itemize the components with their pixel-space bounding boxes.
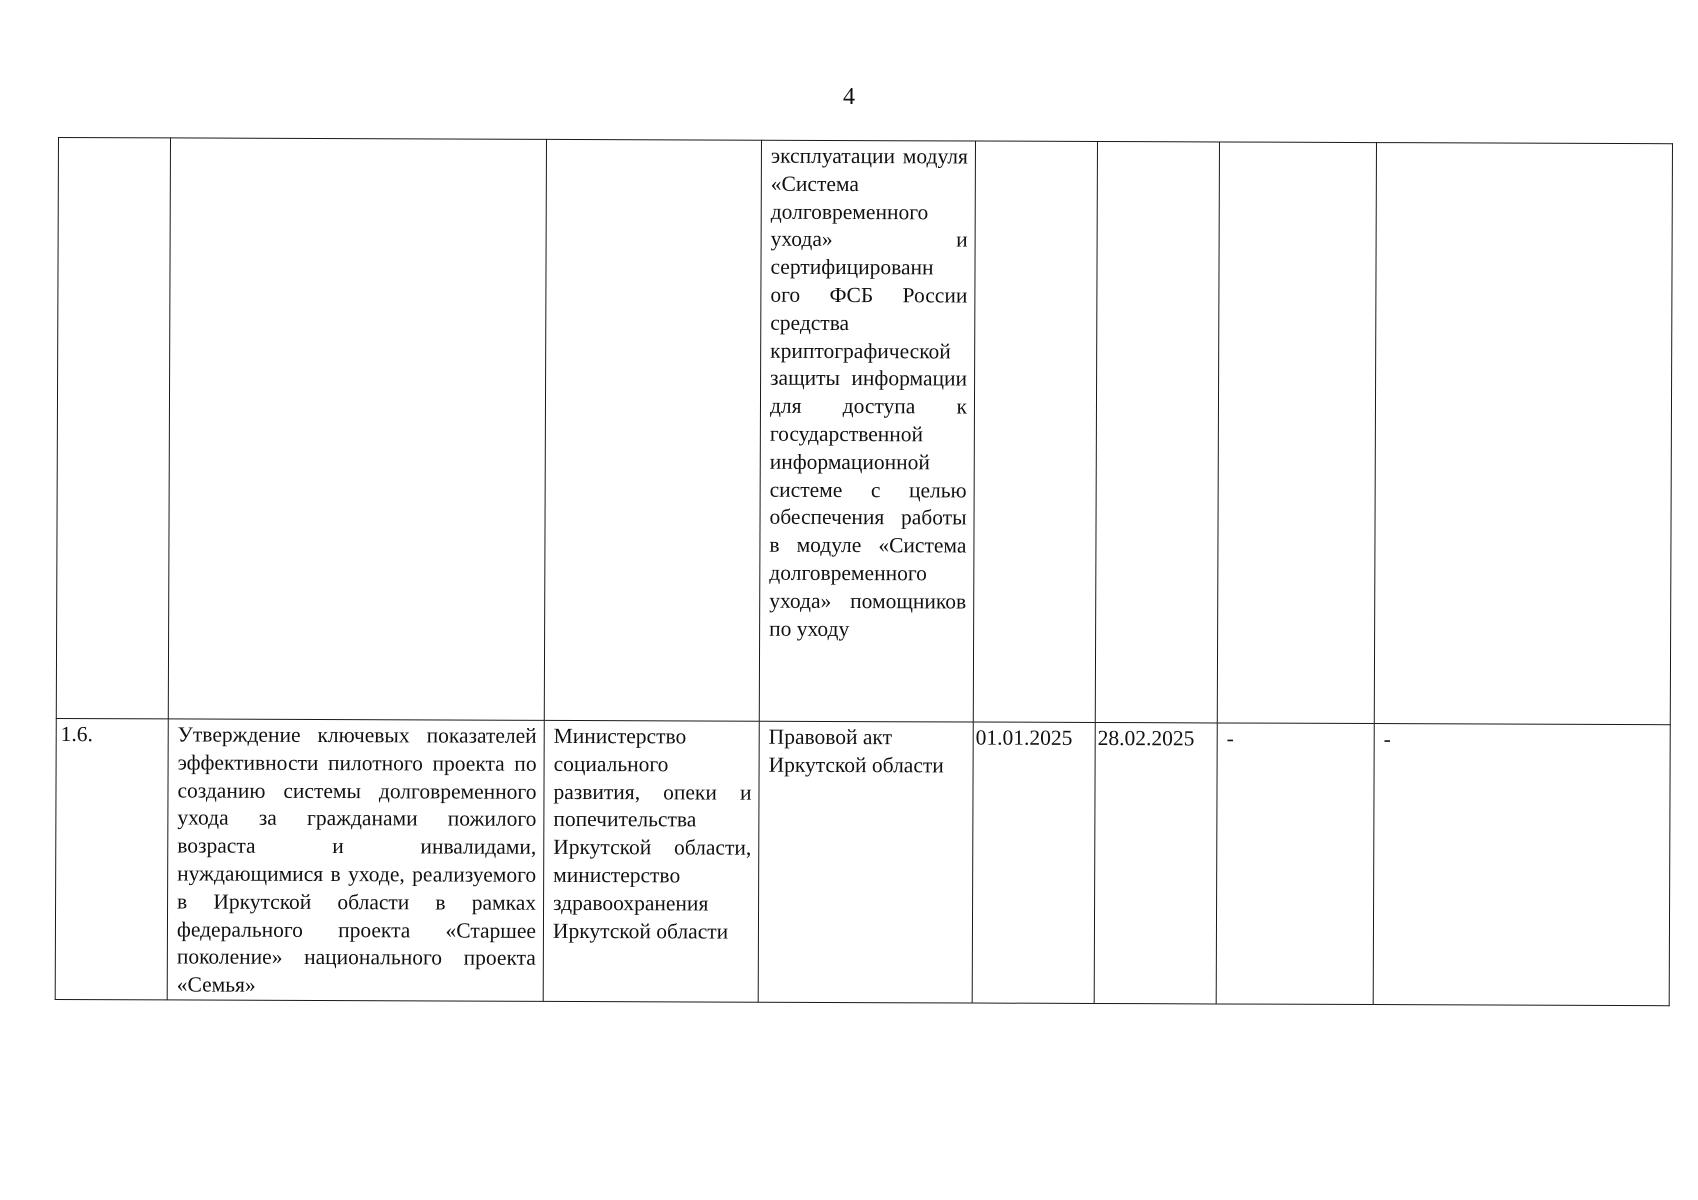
cell-col8-empty xyxy=(1217,142,1376,724)
cell-col9-empty xyxy=(1374,143,1672,725)
cell-col9: - xyxy=(1373,724,1670,1006)
cell-end-date-empty xyxy=(1095,141,1219,722)
cell-responsible-empty xyxy=(544,139,761,721)
cell-activity: Утверждение ключевых показателей эффективности пилотного проекта по созданию системы долговременного ухода за гражданами пожилого возраста и инвалидами, нуждающимися в уходе, реализуемого в Иркутской области в рамках федерального проекта «Старшее поколение» национального проекта «Семья» xyxy=(167,719,544,1001)
cell-start-date-empty xyxy=(973,141,1097,722)
plan-table xyxy=(55,137,1673,1006)
cell-result-continuation: эксплуатации модуля «Система долговременного ухода» и сертифицированн ого ФСБ России средства криптографической защиты информации для доступа к государственной информационной системе с целью обеспечения работы в модуле «Система долговременного ухода» помощников по уходу xyxy=(759,140,975,722)
cell-number-empty xyxy=(56,138,170,719)
cell-result: Правовой акт Иркутской области xyxy=(758,721,973,1003)
table-row-continuation xyxy=(56,138,1672,725)
cell-end-date: 28.02.2025 xyxy=(1094,722,1217,1003)
cell-responsible: Министерство социального развития, опеки и попечительства Иркутской области, министерство здравоохранения Иркутской области xyxy=(543,720,759,1002)
cell-activity-empty xyxy=(168,138,546,720)
cell-number: 1.6. xyxy=(55,718,168,999)
cell-col8: - xyxy=(1216,723,1374,1005)
page-number: 4 xyxy=(843,84,855,110)
cell-start-date: 01.01.2025 xyxy=(972,722,1095,1003)
table-row-1-6 xyxy=(55,718,1670,1005)
